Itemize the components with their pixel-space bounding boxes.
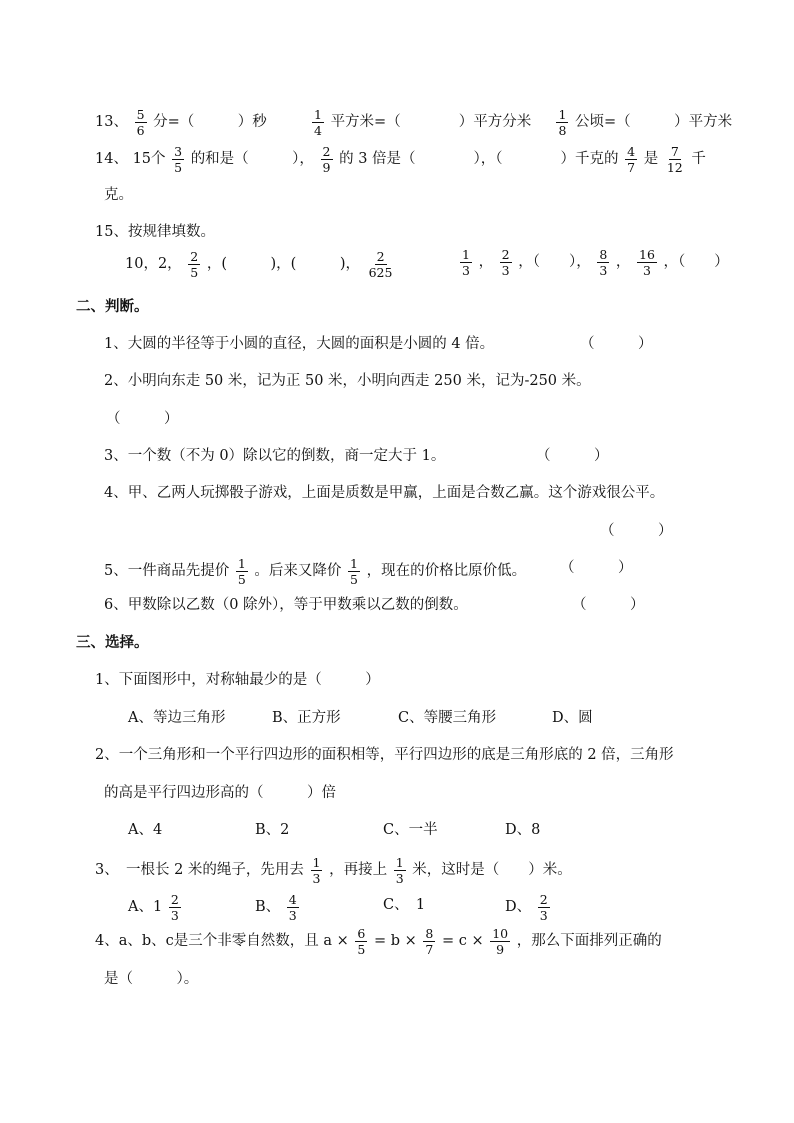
q15-seq2-comma-1: ，: [478, 254, 494, 271]
choice-q2-option-a: A、4: [128, 822, 163, 838]
choice-q1-option-a: A、等边三角形: [128, 710, 226, 726]
choice-q2-line-1: 2、一个三角形和一个平行四边形的面积相等，平行四边形的底是三角形底的 2 倍，三角形: [95, 747, 674, 763]
q15-seq2-blank-2: ，（ ）: [663, 254, 729, 271]
choice-q3-option-d: [505, 893, 552, 922]
choice-q1-option-b: B、正方形: [272, 710, 341, 726]
judge-q5: [104, 557, 526, 586]
q15-seq2-comma-3: ，: [615, 254, 631, 271]
q15-seq2-fraction-1: $\frac{1}{3}$: [462, 247, 470, 279]
choice-q4-fraction-1: $\frac{6}{5}$: [357, 926, 366, 958]
judge-q5-fraction-1: $\frac{1}{5}$: [237, 556, 246, 588]
q15-title: 15、按规律填数。: [95, 224, 215, 240]
choice-q3-option-b-label: B、: [255, 899, 281, 916]
q15-seq1-fraction-1: $\frac{2}{5}$: [190, 249, 199, 281]
q15-seq1-text-b: ，( )，( )，: [206, 256, 360, 273]
choice-q3-option-a-fraction: $\frac{2}{3}$: [170, 892, 179, 924]
q14-fraction-1: $\frac{3}{5}$: [174, 144, 183, 176]
choice-q3-option-c: C、 1: [383, 897, 426, 913]
q15-seq2-fraction-3: $\frac{8}{3}$: [599, 247, 608, 279]
q13-fraction-3: $\frac{1}{8}$: [558, 107, 567, 139]
choice-q3: [95, 856, 572, 885]
judge-q5-fraction-2: $\frac{1}{5}$: [350, 556, 358, 588]
q14-text-2: 的和是（ ），: [190, 151, 314, 168]
q15-seq2-fraction-4: $\frac{16}{3}$: [639, 247, 655, 279]
choice-q4-text-a: 4、a、b、c是三个非零自然数，且 a ×: [95, 933, 349, 950]
q14-text-5: 千: [691, 151, 706, 168]
q15-seq2-fraction-2: $\frac{2}{3}$: [501, 247, 510, 279]
choice-q3-fraction-2: $\frac{1}{3}$: [395, 855, 404, 887]
q14-fraction-4: $\frac{7}{12}$: [666, 144, 683, 176]
choice-q3-fraction-1: $\frac{1}{3}$: [312, 855, 321, 887]
choice-q1: 1、下面图形中，对称轴最少的是（ ）: [95, 672, 380, 688]
choice-q3-option-d-label: D、: [505, 899, 532, 916]
judge-q3-paren: （ ）: [536, 448, 609, 464]
q13-text-2: 平方米=（ ）平方分米: [330, 114, 532, 131]
q14-text-3: 的 3 倍是（ ），（ ）千克的: [339, 151, 619, 168]
choice-q3-text-a: 3、 一根长 2 米的绳子，先用去: [95, 862, 304, 879]
q14-number: 14、: [95, 151, 128, 168]
judge-q1: 1、大圆的半径等于小圆的直径，大圆的面积是小圆的 4 倍。: [104, 336, 495, 352]
judge-q2-paren: （ ）: [106, 411, 179, 427]
choice-q2-option-d: D、8: [505, 822, 541, 838]
choice-q4-fraction-3: $\frac{10}{9}$: [492, 926, 509, 958]
section-3-title: 三、选择。: [76, 634, 149, 651]
q14-fraction-3: $\frac{4}{7}$: [627, 144, 636, 176]
choice-q3-text-b: ，再接上: [329, 862, 388, 879]
choice-q1-option-d: D、圆: [552, 710, 593, 726]
choice-q4-text-c: = c ×: [441, 933, 484, 950]
judge-q5-text-c: ，现在的价格比原价低。: [366, 563, 527, 580]
q13-number: 13、: [95, 114, 128, 131]
choice-q4-fraction-2: $\frac{8}{7}$: [425, 926, 434, 958]
judge-q5-text-a: 5、一件商品先提价: [104, 563, 230, 580]
choice-q3-text-c: 米，这时是（ ）米。: [412, 862, 572, 879]
choice-q3-option-b-fraction: $\frac{4}{3}$: [288, 892, 297, 924]
choice-q2-option-b: B、2: [255, 822, 290, 838]
choice-q2-option-c: C、一半: [383, 822, 438, 838]
judge-q4: 4、甲、乙两人玩掷骰子游戏，上面是质数是甲赢，上面是合数乙赢。这个游戏很公平。: [104, 485, 665, 501]
choice-q3-option-b: [255, 893, 301, 922]
choice-q3-option-a: [128, 893, 183, 922]
choice-q4-line-2: 是（ ）。: [104, 971, 199, 987]
judge-q4-paren: （ ）: [600, 523, 673, 539]
q15-sequence-2: [458, 248, 729, 277]
q14-fraction-2: $\frac{2}{9}$: [322, 144, 331, 176]
q14-line: [95, 145, 706, 174]
section-2-title: 二、判断。: [76, 298, 149, 315]
choice-q3-option-a-label: A、1: [128, 899, 163, 916]
choice-q2-line-2: 的高是平行四边形高的（ ）倍: [104, 785, 336, 801]
choice-q3-option-d-fraction: $\frac{2}{3}$: [539, 892, 548, 924]
judge-q1-paren: （ ）: [580, 336, 653, 352]
q15-seq1-fraction-2: $\frac{2}{625}$: [368, 249, 393, 281]
q13-text-1: 分=（ ）秒: [153, 114, 267, 131]
judge-q5-text-b: 。后来又降价: [254, 563, 342, 580]
q15-seq1-text-a: 10，2，: [125, 256, 182, 273]
choice-q4-text-d: ，那么下面排列正确的: [516, 933, 662, 950]
choice-q1-option-c: C、等腰三角形: [398, 710, 497, 726]
judge-q5-paren: （ ）: [560, 560, 633, 576]
choice-q4-line-1: [95, 927, 662, 956]
judge-q3: 3、一个数（不为 0）除以它的倒数，商一定大于 1。: [104, 448, 446, 464]
judge-q6: 6、甲数除以乙数（0 除外），等于甲数乘以乙数的倒数。: [104, 597, 468, 613]
judge-q2: 2、小明向东走 50 米，记为正 50 米，小明向西走 250 米，记为-250 米。: [104, 373, 591, 389]
choice-q4-text-b: = b ×: [373, 933, 417, 950]
q13-line: [95, 108, 732, 137]
q13-fraction-1: $\frac{5}{6}$: [136, 107, 145, 139]
q14-text-4: 是: [643, 151, 659, 168]
q14-continuation: 克。: [104, 187, 133, 203]
q15-sequence-1: [125, 250, 396, 279]
judge-q6-paren: （ ）: [572, 597, 645, 613]
q14-text-1: 15个: [132, 151, 166, 168]
q13-text-3: 公顷=（ ）平方米: [575, 114, 733, 131]
q15-seq2-blank-1: ，（ ），: [518, 254, 591, 271]
q13-fraction-2: $\frac{1}{4}$: [314, 107, 322, 139]
